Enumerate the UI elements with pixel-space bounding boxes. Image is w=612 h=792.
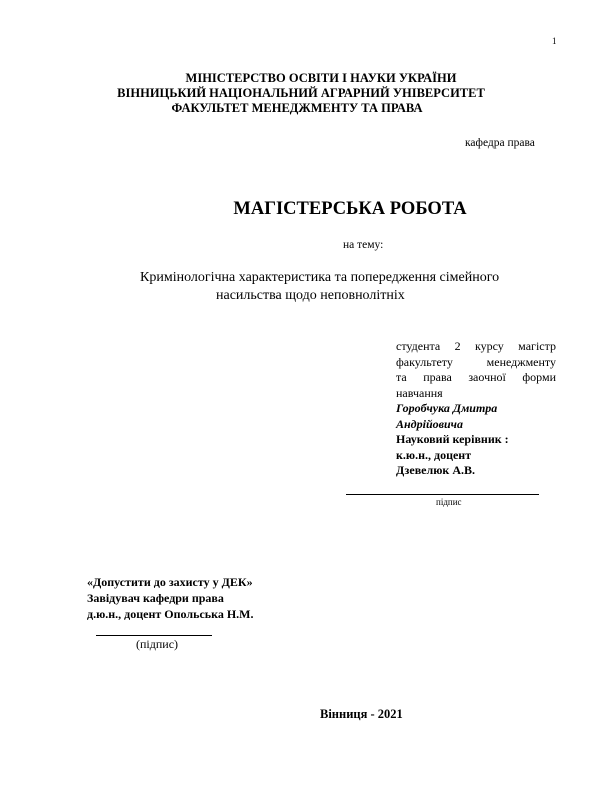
supervisor-label: Науковий керівник : <box>396 432 509 446</box>
footer-city-year: Вінниця - 2021 <box>320 707 403 721</box>
student-line-1: студента 2 курсу магістр <box>396 339 556 353</box>
admission-line-2: Завідувач кафедри права <box>87 591 224 605</box>
topic-label: на тему: <box>343 239 384 251</box>
signature-label: підпис <box>436 497 462 507</box>
student-info <box>396 339 556 479</box>
topic-line-1: Кримінологічна характеристика та попередження сімейного <box>140 270 500 285</box>
student-line-2: факультету менеджменту <box>396 354 556 369</box>
admission-signature-label: (підпис) <box>136 637 179 651</box>
supervisor-degree: к.ю.н., доцент <box>396 447 472 462</box>
student-line-3: та права заочної форми <box>396 370 556 384</box>
admission-signature-line <box>96 635 212 636</box>
document-title: МАГІСТЕРСЬКА РОБОТА <box>233 199 467 219</box>
page-number: 1 <box>552 36 557 46</box>
student-name-1: Горобчука Дмитра <box>396 401 498 415</box>
ministry-heading: МІНІСТЕРСТВО ОСВІТИ І НАУКИ УКРАЇНИ <box>185 71 457 85</box>
department-label: кафедра права <box>465 137 535 149</box>
signature-line <box>346 494 539 495</box>
topic-line-2: насильства щодо неповнолітніх <box>216 288 405 303</box>
university-heading: ВІННИЦЬКИЙ НАЦІОНАЛЬНИЙ АГРАРНИЙ УНІВЕРСИТЕТ <box>117 86 485 100</box>
admission-line-3: д.ю.н., доцент Опольська Н.М. <box>87 607 254 621</box>
supervisor-name: Дзевелюк А.В. <box>396 463 475 477</box>
admission-line-1: «Допустити до захисту у ДЕК» <box>87 575 253 589</box>
faculty-heading: ФАКУЛЬТЕТ МЕНЕДЖМЕНТУ ТА ПРАВА <box>171 101 423 115</box>
student-line-4: навчання <box>396 385 443 400</box>
student-name-2: Андрійовича <box>396 416 463 431</box>
